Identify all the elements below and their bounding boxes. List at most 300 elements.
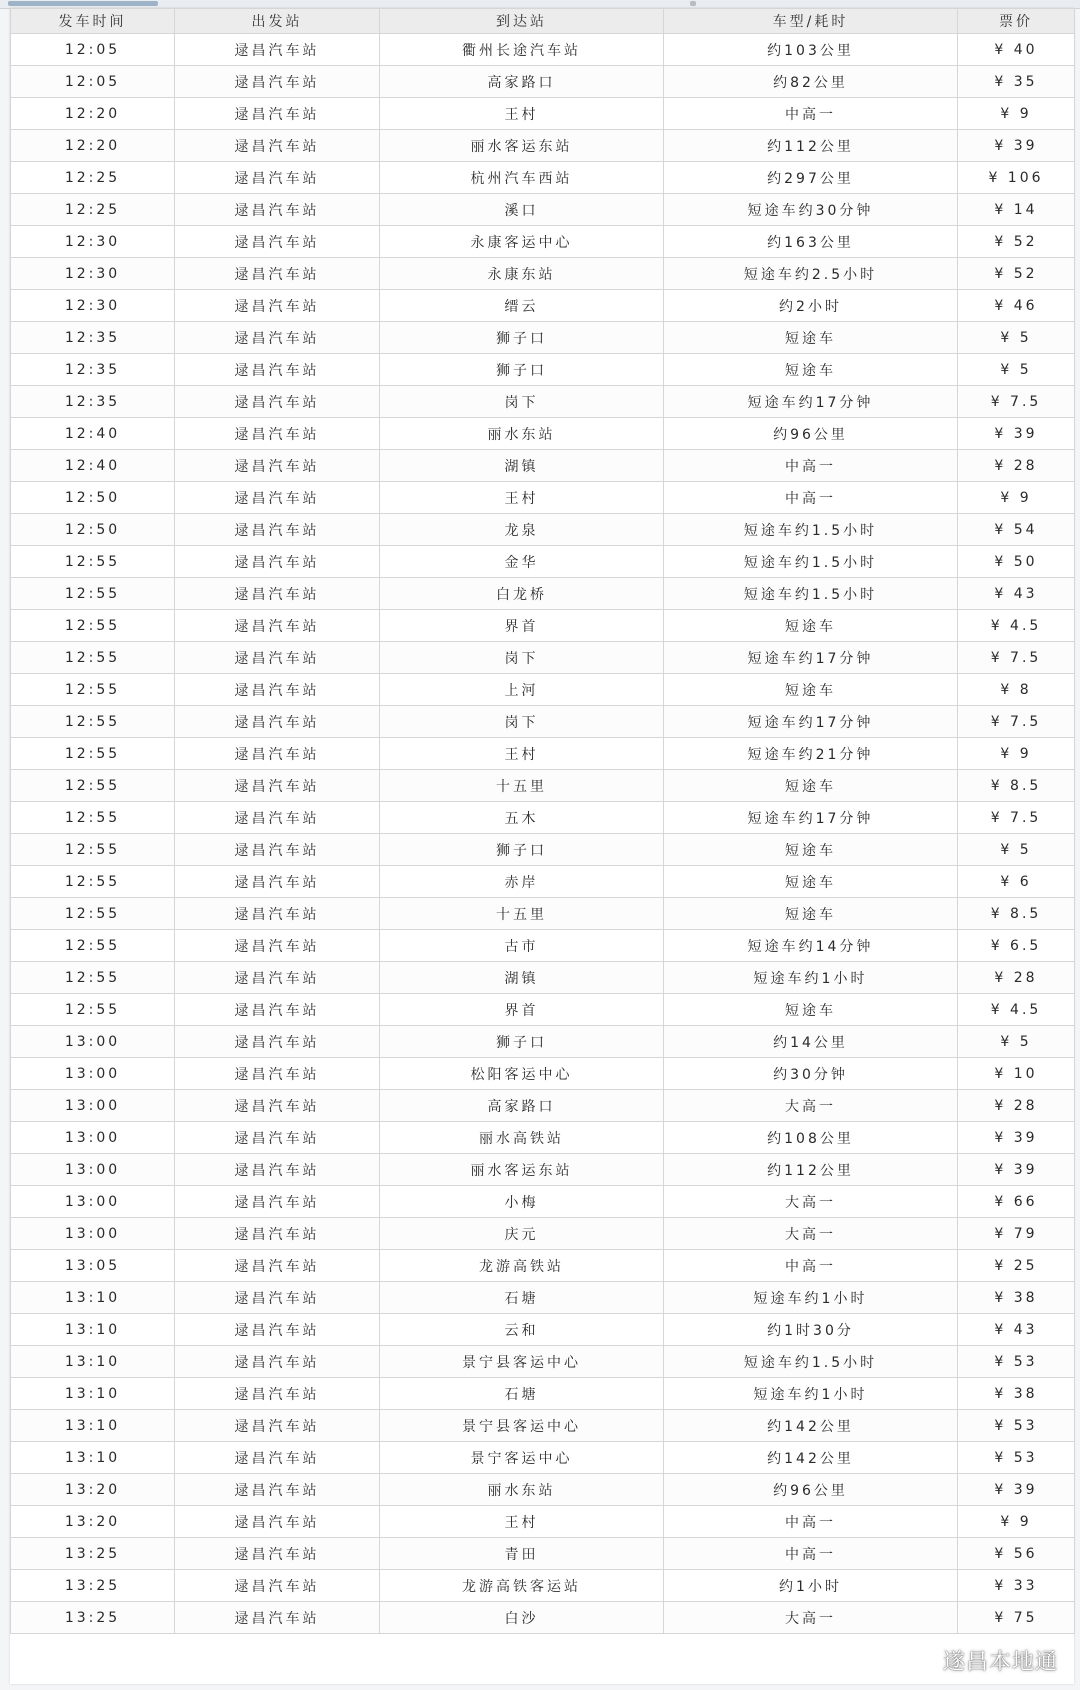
type-duration-cell: 中高一 xyxy=(664,1538,958,1570)
type-duration-cell: 约112公里 xyxy=(664,1154,958,1186)
origin-cell: 逯昌汽车站 xyxy=(175,450,380,482)
departure-time-cell: 13:00 xyxy=(11,1090,175,1122)
type-duration-cell: 短途车 xyxy=(664,866,958,898)
origin-cell: 逯昌汽车站 xyxy=(175,130,380,162)
origin-cell: 逯昌汽车站 xyxy=(175,1090,380,1122)
type-duration-cell: 中高一 xyxy=(664,450,958,482)
origin-cell: 逯昌汽车站 xyxy=(175,1026,380,1058)
type-duration-cell: 短途车 xyxy=(664,674,958,706)
departure-time-cell: 12:30 xyxy=(11,258,175,290)
origin-cell: 逯昌汽车站 xyxy=(175,194,380,226)
table-row xyxy=(11,610,1075,642)
fare-cell: ¥ 9 xyxy=(958,1506,1075,1538)
type-duration-cell: 中高一 xyxy=(664,482,958,514)
fare-cell: ¥ 6.5 xyxy=(958,930,1075,962)
fare-cell: ¥ 52 xyxy=(958,226,1075,258)
destination-cell: 界首 xyxy=(380,994,664,1026)
origin-cell: 逯昌汽车站 xyxy=(175,34,380,66)
table-row xyxy=(11,1122,1075,1154)
table-row xyxy=(11,770,1075,802)
departure-time-cell: 12:55 xyxy=(11,962,175,994)
origin-cell: 逯昌汽车站 xyxy=(175,1538,380,1570)
destination-cell: 高家路口 xyxy=(380,66,664,98)
table-row xyxy=(11,1410,1075,1442)
fare-cell: ¥ 56 xyxy=(958,1538,1075,1570)
departure-time-cell: 13:25 xyxy=(11,1602,175,1634)
fare-cell: ¥ 54 xyxy=(958,514,1075,546)
destination-cell: 湖镇 xyxy=(380,450,664,482)
type-duration-cell: 短途车 xyxy=(664,354,958,386)
destination-cell: 丽水东站 xyxy=(380,418,664,450)
destination-cell: 溪口 xyxy=(380,194,664,226)
origin-cell: 逯昌汽车站 xyxy=(175,578,380,610)
origin-cell: 逯昌汽车站 xyxy=(175,1122,380,1154)
origin-cell: 逯昌汽车站 xyxy=(175,418,380,450)
destination-cell: 丽水客运东站 xyxy=(380,130,664,162)
type-duration-cell: 约163公里 xyxy=(664,226,958,258)
origin-cell: 逯昌汽车站 xyxy=(175,1442,380,1474)
destination-cell: 丽水高铁站 xyxy=(380,1122,664,1154)
type-duration-cell: 中高一 xyxy=(664,1506,958,1538)
destination-cell: 龙游高铁站 xyxy=(380,1250,664,1282)
destination-cell: 石塘 xyxy=(380,1378,664,1410)
fare-cell: ¥ 39 xyxy=(958,1122,1075,1154)
fare-cell: ¥ 8.5 xyxy=(958,770,1075,802)
type-duration-cell: 约96公里 xyxy=(664,418,958,450)
destination-cell: 小梅 xyxy=(380,1186,664,1218)
table-row xyxy=(11,866,1075,898)
destination-cell: 白沙 xyxy=(380,1602,664,1634)
table-row xyxy=(11,386,1075,418)
fare-cell: ¥ 5 xyxy=(958,322,1075,354)
table-row xyxy=(11,1282,1075,1314)
table-row xyxy=(11,578,1075,610)
departure-time-cell: 13:10 xyxy=(11,1442,175,1474)
type-duration-cell: 大高一 xyxy=(664,1186,958,1218)
departure-time-cell: 12:55 xyxy=(11,706,175,738)
table-row xyxy=(11,546,1075,578)
origin-cell: 逯昌汽车站 xyxy=(175,1474,380,1506)
fare-cell: ¥ 35 xyxy=(958,66,1075,98)
table-row xyxy=(11,226,1075,258)
origin-cell: 逯昌汽车站 xyxy=(175,386,380,418)
fare-cell: ¥ 8.5 xyxy=(958,898,1075,930)
fare-cell: ¥ 28 xyxy=(958,450,1075,482)
type-duration-cell: 短途车约1小时 xyxy=(664,1378,958,1410)
destination-cell: 高家路口 xyxy=(380,1090,664,1122)
destination-cell: 岗下 xyxy=(380,642,664,674)
header-type-duration: 车型/耗时 xyxy=(664,9,958,34)
origin-cell: 逯昌汽车站 xyxy=(175,1186,380,1218)
departure-time-cell: 12:55 xyxy=(11,738,175,770)
destination-cell: 王村 xyxy=(380,1506,664,1538)
table-row xyxy=(11,1154,1075,1186)
type-duration-cell: 约112公里 xyxy=(664,130,958,162)
table-row xyxy=(11,1378,1075,1410)
origin-cell: 逯昌汽车站 xyxy=(175,962,380,994)
header-row xyxy=(11,9,1075,34)
fare-cell: ¥ 4.5 xyxy=(958,994,1075,1026)
origin-cell: 逯昌汽车站 xyxy=(175,162,380,194)
table-row xyxy=(11,1058,1075,1090)
fare-cell: ¥ 53 xyxy=(958,1442,1075,1474)
departure-time-cell: 13:00 xyxy=(11,1186,175,1218)
table-row xyxy=(11,1026,1075,1058)
origin-cell: 逯昌汽车站 xyxy=(175,1570,380,1602)
destination-cell: 石塘 xyxy=(380,1282,664,1314)
table-row xyxy=(11,1218,1075,1250)
destination-cell: 岗下 xyxy=(380,706,664,738)
destination-cell: 狮子口 xyxy=(380,322,664,354)
origin-cell: 逯昌汽车站 xyxy=(175,226,380,258)
type-duration-cell: 短途车 xyxy=(664,898,958,930)
departure-time-cell: 12:55 xyxy=(11,834,175,866)
destination-cell: 景宁县客运中心 xyxy=(380,1410,664,1442)
destination-cell: 狮子口 xyxy=(380,1026,664,1058)
destination-cell: 永康客运中心 xyxy=(380,226,664,258)
type-duration-cell: 短途车约17分钟 xyxy=(664,386,958,418)
type-duration-cell: 短途车 xyxy=(664,610,958,642)
fare-cell: ¥ 39 xyxy=(958,418,1075,450)
destination-cell: 龙泉 xyxy=(380,514,664,546)
fare-cell: ¥ 5 xyxy=(958,834,1075,866)
destination-cell: 狮子口 xyxy=(380,354,664,386)
origin-cell: 逯昌汽车站 xyxy=(175,258,380,290)
origin-cell: 逯昌汽车站 xyxy=(175,1410,380,1442)
departure-time-cell: 13:00 xyxy=(11,1058,175,1090)
fare-cell: ¥ 7.5 xyxy=(958,386,1075,418)
fare-cell: ¥ 6 xyxy=(958,866,1075,898)
departure-time-cell: 12:30 xyxy=(11,290,175,322)
departure-time-cell: 12:55 xyxy=(11,674,175,706)
departure-time-cell: 12:55 xyxy=(11,642,175,674)
departure-time-cell: 12:55 xyxy=(11,866,175,898)
departure-time-cell: 12:20 xyxy=(11,130,175,162)
destination-cell: 丽水客运东站 xyxy=(380,1154,664,1186)
destination-cell: 十五里 xyxy=(380,770,664,802)
fare-cell: ¥ 43 xyxy=(958,578,1075,610)
type-duration-cell: 短途车约17分钟 xyxy=(664,642,958,674)
table-row xyxy=(11,1506,1075,1538)
table-row xyxy=(11,1314,1075,1346)
fare-cell: ¥ 4.5 xyxy=(958,610,1075,642)
fare-cell: ¥ 33 xyxy=(958,1570,1075,1602)
origin-cell: 逯昌汽车站 xyxy=(175,1506,380,1538)
destination-cell: 赤岸 xyxy=(380,866,664,898)
destination-cell: 衢州长途汽车站 xyxy=(380,34,664,66)
destination-cell: 界首 xyxy=(380,610,664,642)
origin-cell: 逯昌汽车站 xyxy=(175,738,380,770)
type-duration-cell: 约103公里 xyxy=(664,34,958,66)
table-row xyxy=(11,1250,1075,1282)
destination-cell: 丽水东站 xyxy=(380,1474,664,1506)
header-destination: 到达站 xyxy=(380,9,664,34)
table-row xyxy=(11,66,1075,98)
destination-cell: 景宁县客运中心 xyxy=(380,1346,664,1378)
departure-time-cell: 13:00 xyxy=(11,1122,175,1154)
destination-cell: 云和 xyxy=(380,1314,664,1346)
wechat-chat-bubbles-icon xyxy=(905,1646,935,1676)
origin-cell: 逯昌汽车站 xyxy=(175,674,380,706)
header-origin: 出发站 xyxy=(175,9,380,34)
type-duration-cell: 短途车约1小时 xyxy=(664,1282,958,1314)
origin-cell: 逯昌汽车站 xyxy=(175,802,380,834)
departure-time-cell: 13:20 xyxy=(11,1474,175,1506)
origin-cell: 逯昌汽车站 xyxy=(175,770,380,802)
departure-time-cell: 12:30 xyxy=(11,226,175,258)
destination-cell: 金华 xyxy=(380,546,664,578)
fare-cell: ¥ 5 xyxy=(958,1026,1075,1058)
fare-cell: ¥ 39 xyxy=(958,1154,1075,1186)
table-row xyxy=(11,34,1075,66)
origin-cell: 逯昌汽车站 xyxy=(175,834,380,866)
table-row xyxy=(11,162,1075,194)
departure-time-cell: 12:35 xyxy=(11,354,175,386)
type-duration-cell: 约1时30分 xyxy=(664,1314,958,1346)
fare-cell: ¥ 79 xyxy=(958,1218,1075,1250)
departure-time-cell: 12:40 xyxy=(11,418,175,450)
fare-cell: ¥ 53 xyxy=(958,1410,1075,1442)
fare-cell: ¥ 10 xyxy=(958,1058,1075,1090)
table-row xyxy=(11,354,1075,386)
type-duration-cell: 短途车约17分钟 xyxy=(664,802,958,834)
fare-cell: ¥ 39 xyxy=(958,130,1075,162)
departure-time-cell: 13:10 xyxy=(11,1314,175,1346)
bus-timetable xyxy=(10,8,1075,1634)
origin-cell: 逯昌汽车站 xyxy=(175,322,380,354)
origin-cell: 逯昌汽车站 xyxy=(175,66,380,98)
departure-time-cell: 13:00 xyxy=(11,1218,175,1250)
destination-cell: 五木 xyxy=(380,802,664,834)
origin-cell: 逯昌汽车站 xyxy=(175,706,380,738)
departure-time-cell: 13:10 xyxy=(11,1282,175,1314)
origin-cell: 逯昌汽车站 xyxy=(175,1378,380,1410)
type-duration-cell: 短途车 xyxy=(664,994,958,1026)
watermark xyxy=(905,1645,1058,1676)
origin-cell: 逯昌汽车站 xyxy=(175,1346,380,1378)
fare-cell: ¥ 38 xyxy=(958,1378,1075,1410)
destination-cell: 王村 xyxy=(380,98,664,130)
type-duration-cell: 约82公里 xyxy=(664,66,958,98)
table-row xyxy=(11,98,1075,130)
type-duration-cell: 中高一 xyxy=(664,1250,958,1282)
type-duration-cell: 约297公里 xyxy=(664,162,958,194)
fare-cell: ¥ 9 xyxy=(958,738,1075,770)
departure-time-cell: 12:35 xyxy=(11,386,175,418)
origin-cell: 逯昌汽车站 xyxy=(175,610,380,642)
type-duration-cell: 短途车 xyxy=(664,322,958,354)
header-departure-time: 发车时间 xyxy=(11,9,175,34)
departure-time-cell: 12:40 xyxy=(11,450,175,482)
type-duration-cell: 短途车约1小时 xyxy=(664,962,958,994)
fare-cell: ¥ 28 xyxy=(958,1090,1075,1122)
fare-cell: ¥ 5 xyxy=(958,354,1075,386)
table-row xyxy=(11,674,1075,706)
table-row xyxy=(11,1090,1075,1122)
type-duration-cell: 短途车约2.5小时 xyxy=(664,258,958,290)
table-row xyxy=(11,290,1075,322)
destination-cell: 杭州汽车西站 xyxy=(380,162,664,194)
fare-cell: ¥ 9 xyxy=(958,482,1075,514)
fare-cell: ¥ 7.5 xyxy=(958,802,1075,834)
table-row xyxy=(11,1186,1075,1218)
departure-time-cell: 13:20 xyxy=(11,1506,175,1538)
type-duration-cell: 短途车 xyxy=(664,834,958,866)
type-duration-cell: 大高一 xyxy=(664,1602,958,1634)
departure-time-cell: 12:55 xyxy=(11,610,175,642)
origin-cell: 逯昌汽车站 xyxy=(175,866,380,898)
departure-time-cell: 12:20 xyxy=(11,98,175,130)
type-duration-cell: 约2小时 xyxy=(664,290,958,322)
departure-time-cell: 12:55 xyxy=(11,930,175,962)
origin-cell: 逯昌汽车站 xyxy=(175,514,380,546)
table-row xyxy=(11,738,1075,770)
destination-cell: 永康东站 xyxy=(380,258,664,290)
origin-cell: 逯昌汽车站 xyxy=(175,546,380,578)
destination-cell: 湖镇 xyxy=(380,962,664,994)
fare-cell: ¥ 52 xyxy=(958,258,1075,290)
fare-cell: ¥ 28 xyxy=(958,962,1075,994)
table-row xyxy=(11,322,1075,354)
departure-time-cell: 12:35 xyxy=(11,322,175,354)
departure-time-cell: 12:55 xyxy=(11,770,175,802)
origin-cell: 逯昌汽车站 xyxy=(175,898,380,930)
type-duration-cell: 短途车约1.5小时 xyxy=(664,578,958,610)
fare-cell: ¥ 9 xyxy=(958,98,1075,130)
fare-cell: ¥ 39 xyxy=(958,1474,1075,1506)
fare-cell: ¥ 75 xyxy=(958,1602,1075,1634)
origin-cell: 逯昌汽车站 xyxy=(175,1154,380,1186)
destination-cell: 上河 xyxy=(380,674,664,706)
departure-time-cell: 12:50 xyxy=(11,482,175,514)
table-row xyxy=(11,802,1075,834)
table-row xyxy=(11,642,1075,674)
type-duration-cell: 短途车 xyxy=(664,770,958,802)
fare-cell: ¥ 38 xyxy=(958,1282,1075,1314)
fare-cell: ¥ 40 xyxy=(958,34,1075,66)
destination-cell: 景宁客运中心 xyxy=(380,1442,664,1474)
watermark-text: 遂昌本地通 xyxy=(942,1650,1058,1675)
origin-cell: 逯昌汽车站 xyxy=(175,1250,380,1282)
departure-time-cell: 12:25 xyxy=(11,162,175,194)
origin-cell: 逯昌汽车站 xyxy=(175,290,380,322)
departure-time-cell: 12:55 xyxy=(11,994,175,1026)
destination-cell: 松阳客运中心 xyxy=(380,1058,664,1090)
departure-time-cell: 12:55 xyxy=(11,802,175,834)
departure-time-cell: 12:55 xyxy=(11,578,175,610)
departure-time-cell: 13:00 xyxy=(11,1154,175,1186)
table-row xyxy=(11,962,1075,994)
table-row xyxy=(11,258,1075,290)
timetable-sheet xyxy=(10,8,1074,1684)
table-row xyxy=(11,1442,1075,1474)
table-row xyxy=(11,450,1075,482)
destination-cell: 庆元 xyxy=(380,1218,664,1250)
departure-time-cell: 13:10 xyxy=(11,1378,175,1410)
destination-cell: 王村 xyxy=(380,482,664,514)
type-duration-cell: 大高一 xyxy=(664,1218,958,1250)
type-duration-cell: 短途车约17分钟 xyxy=(664,706,958,738)
fare-cell: ¥ 50 xyxy=(958,546,1075,578)
departure-time-cell: 12:25 xyxy=(11,194,175,226)
fare-cell: ¥ 53 xyxy=(958,1346,1075,1378)
departure-time-cell: 12:05 xyxy=(11,66,175,98)
table-row xyxy=(11,130,1075,162)
type-duration-cell: 短途车约1.5小时 xyxy=(664,1346,958,1378)
departure-time-cell: 13:05 xyxy=(11,1250,175,1282)
table-row xyxy=(11,930,1075,962)
destination-cell: 狮子口 xyxy=(380,834,664,866)
type-duration-cell: 中高一 xyxy=(664,98,958,130)
departure-time-cell: 13:25 xyxy=(11,1538,175,1570)
origin-cell: 逯昌汽车站 xyxy=(175,1282,380,1314)
destination-cell: 岗下 xyxy=(380,386,664,418)
origin-cell: 逯昌汽车站 xyxy=(175,1602,380,1634)
type-duration-cell: 约1小时 xyxy=(664,1570,958,1602)
destination-cell: 缙云 xyxy=(380,290,664,322)
origin-cell: 逯昌汽车站 xyxy=(175,354,380,386)
type-duration-cell: 短途车约14分钟 xyxy=(664,930,958,962)
fare-cell: ¥ 7.5 xyxy=(958,706,1075,738)
table-row xyxy=(11,898,1075,930)
destination-cell: 龙游高铁客运站 xyxy=(380,1570,664,1602)
departure-time-cell: 12:05 xyxy=(11,34,175,66)
table-row xyxy=(11,418,1075,450)
origin-cell: 逯昌汽车站 xyxy=(175,482,380,514)
departure-time-cell: 13:10 xyxy=(11,1346,175,1378)
table-row xyxy=(11,706,1075,738)
type-duration-cell: 约142公里 xyxy=(664,1442,958,1474)
fare-cell: ¥ 46 xyxy=(958,290,1075,322)
destination-cell: 王村 xyxy=(380,738,664,770)
fare-cell: ¥ 7.5 xyxy=(958,642,1075,674)
type-duration-cell: 短途车约21分钟 xyxy=(664,738,958,770)
table-row xyxy=(11,1570,1075,1602)
table-row xyxy=(11,1346,1075,1378)
table-row xyxy=(11,1474,1075,1506)
fare-cell: ¥ 66 xyxy=(958,1186,1075,1218)
origin-cell: 逯昌汽车站 xyxy=(175,642,380,674)
type-duration-cell: 约30分钟 xyxy=(664,1058,958,1090)
origin-cell: 逯昌汽车站 xyxy=(175,994,380,1026)
table-row xyxy=(11,194,1075,226)
destination-cell: 青田 xyxy=(380,1538,664,1570)
origin-cell: 逯昌汽车站 xyxy=(175,1218,380,1250)
destination-cell: 十五里 xyxy=(380,898,664,930)
table-row xyxy=(11,514,1075,546)
fare-cell: ¥ 25 xyxy=(958,1250,1075,1282)
table-row xyxy=(11,1602,1075,1634)
type-duration-cell: 约108公里 xyxy=(664,1122,958,1154)
fare-cell: ¥ 14 xyxy=(958,194,1075,226)
type-duration-cell: 大高一 xyxy=(664,1090,958,1122)
table-row xyxy=(11,482,1075,514)
table-row xyxy=(11,994,1075,1026)
table-row xyxy=(11,834,1075,866)
type-duration-cell: 短途车约1.5小时 xyxy=(664,546,958,578)
destination-cell: 白龙桥 xyxy=(380,578,664,610)
destination-cell: 古市 xyxy=(380,930,664,962)
header-fare: 票价 xyxy=(958,9,1075,34)
type-duration-cell: 约96公里 xyxy=(664,1474,958,1506)
fare-cell: ¥ 106 xyxy=(958,162,1075,194)
departure-time-cell: 12:55 xyxy=(11,546,175,578)
type-duration-cell: 短途车约1.5小时 xyxy=(664,514,958,546)
type-duration-cell: 短途车约30分钟 xyxy=(664,194,958,226)
departure-time-cell: 12:55 xyxy=(11,898,175,930)
departure-time-cell: 13:00 xyxy=(11,1026,175,1058)
origin-cell: 逯昌汽车站 xyxy=(175,1314,380,1346)
